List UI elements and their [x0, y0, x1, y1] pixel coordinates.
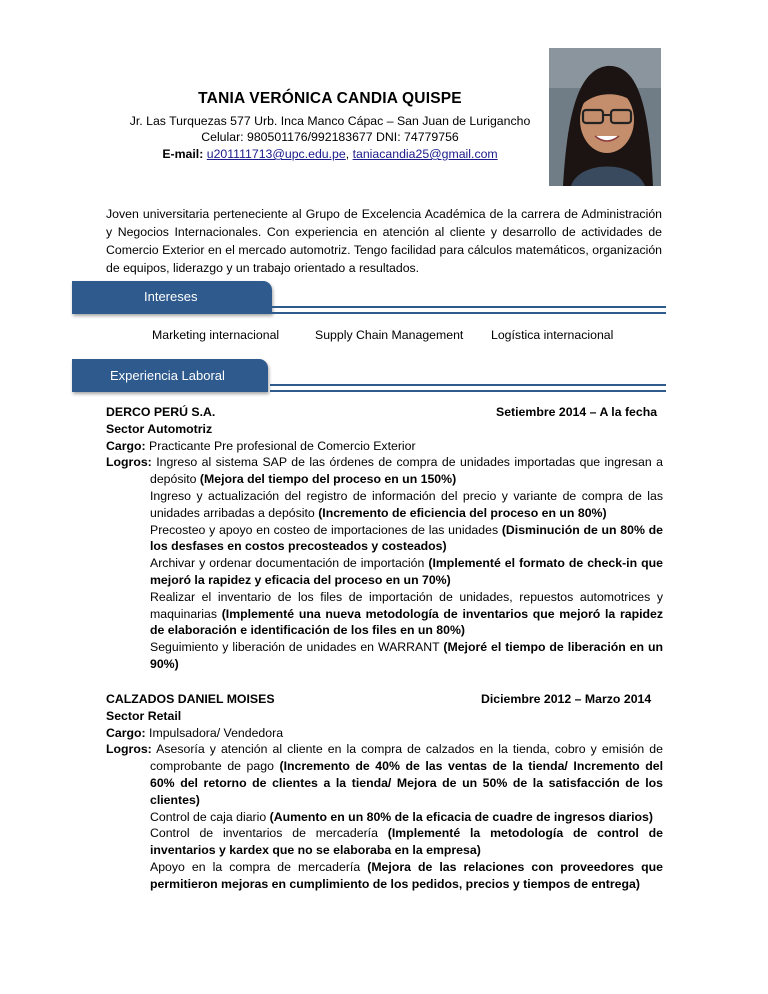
section-header-experience — [72, 359, 268, 392]
job-dates: Setiembre 2014 – A la fecha — [496, 405, 658, 419]
job-entry-derco — [106, 404, 663, 673]
email-separator: , — [345, 147, 350, 161]
logro-item: Logros: Ingreso al sistema SAP de las órdenes de compra de unidades importadas que ingresan a depósito (Mejora del tiempo del proceso en un 150%) — [106, 455, 663, 487]
profile-summary: Joven universitaria perteneciente al Grupo de Excelencia Académica de la carrera de Administración y Negocios Internacionales. Con experiencia en atención al cliente y desarrollo de actividades de Comercio Exterior en el mercado automotriz. Tengo facilidad para cálculos matemáticos, organización de equipos, liderazgo y un trabajo orientado a resultados. — [106, 207, 662, 275]
section-header-interests — [72, 281, 272, 314]
cargo-label: Cargo: — [106, 438, 146, 453]
section-title-experience: Experiencia Laboral — [110, 368, 225, 383]
email-label: E-mail: — [162, 147, 204, 161]
logro-item: Realizar el inventario de los files de importación de unidades, repuestos automotrices y maquinarias (Implementé una nueva metodología de inventarios que mejoró la rapidez de elaboración e identificación de los files en un 80%) — [150, 589, 664, 638]
logro-item: Archivar y ordenar documentación de importación (Implementé el formato de check-in que mejoró la rapidez y eficacia del proceso en un 70%) — [150, 556, 663, 587]
address: Jr. Las Turquezas 577 Urb. Inca Manco Cápac – San Juan de Lurigancho — [129, 114, 531, 128]
logro-item: Control de inventarios de mercadería (Implementé la metodología de control de inventarios y kardex que no se elaboraba en la empresa) — [150, 826, 663, 858]
company-name: DERCO PERÚ S.A. — [106, 405, 216, 419]
logro-item: Apoyo en la compra de mercadería (Mejora de las relaciones con proveedores que permitieron mejoras en cumplimiento de los pedidos, precios y tiempos de entrega) — [150, 859, 663, 891]
section-divider-experience — [270, 384, 666, 392]
job-sector: Sector Retail — [106, 708, 182, 723]
job-cargo — [106, 725, 663, 742]
interest-item: Supply Chain Management — [315, 328, 464, 342]
logro-item: Logros: Asesoría y atención al cliente en la compra de calzados en la tienda, cobro y emisión de comprobante de pago (Incremento de 40% de las ventas de la tienda/ Incremento del 60% del retorno de clientes a la tienda/ Mejora de un 50% de la satisfacción de los clientes) — [106, 742, 663, 807]
job-dates: Diciembre 2012 – Marzo 2014 — [481, 692, 652, 706]
cargo-value: Impulsadora/ Vendedora — [149, 725, 284, 740]
logros-label: Logros: — [106, 742, 152, 757]
email-link-upc[interactable]: u201111713@upc.edu.pe — [206, 147, 346, 161]
phones: Celular: 980501176/992183677 DNI: 74779756 — [201, 130, 459, 144]
email-link-gmail[interactable]: taniacandia25@gmail.com — [352, 147, 498, 161]
cargo-label: Cargo: — [106, 725, 146, 740]
job-sector: Sector Automotriz — [106, 421, 213, 436]
section-divider-interests — [270, 306, 666, 314]
section-title-interests: Intereses — [144, 289, 198, 304]
logro-item: Precosteo y apoyo en costeo de importaciones de las unidades (Disminución de un 80% de los desfases en costos precosteados y costeados) — [150, 522, 663, 554]
job-entry-calzados — [106, 691, 663, 893]
profile-photo — [549, 48, 661, 186]
candidate-name: TANIA VERÓNICA CANDIA QUISPE — [198, 90, 462, 107]
logros-label: Logros: — [106, 455, 152, 470]
logro-item: Control de caja diario (Aumento en un 80% de la eficacia de cuadre de ingresos diarios) — [150, 809, 653, 824]
email-line — [100, 146, 560, 162]
cargo-value: Practicante Pre profesional de Comercio Exterior — [149, 438, 416, 453]
company-name: CALZADOS DANIEL MOISES — [106, 692, 275, 706]
logro-item: Seguimiento y liberación de unidades en WARRANT (Mejoré el tiempo de liberación en un 90%) — [150, 640, 663, 671]
logro-item: Ingreso y actualización del registro de información del precio y variante de compra de las unidades arribadas a depósito (Incremento de eficiencia del proceso en un 80%) — [150, 488, 663, 520]
interest-item: Marketing internacional — [152, 328, 280, 342]
interest-item: Logística internacional — [491, 328, 614, 342]
job-cargo — [106, 438, 663, 455]
